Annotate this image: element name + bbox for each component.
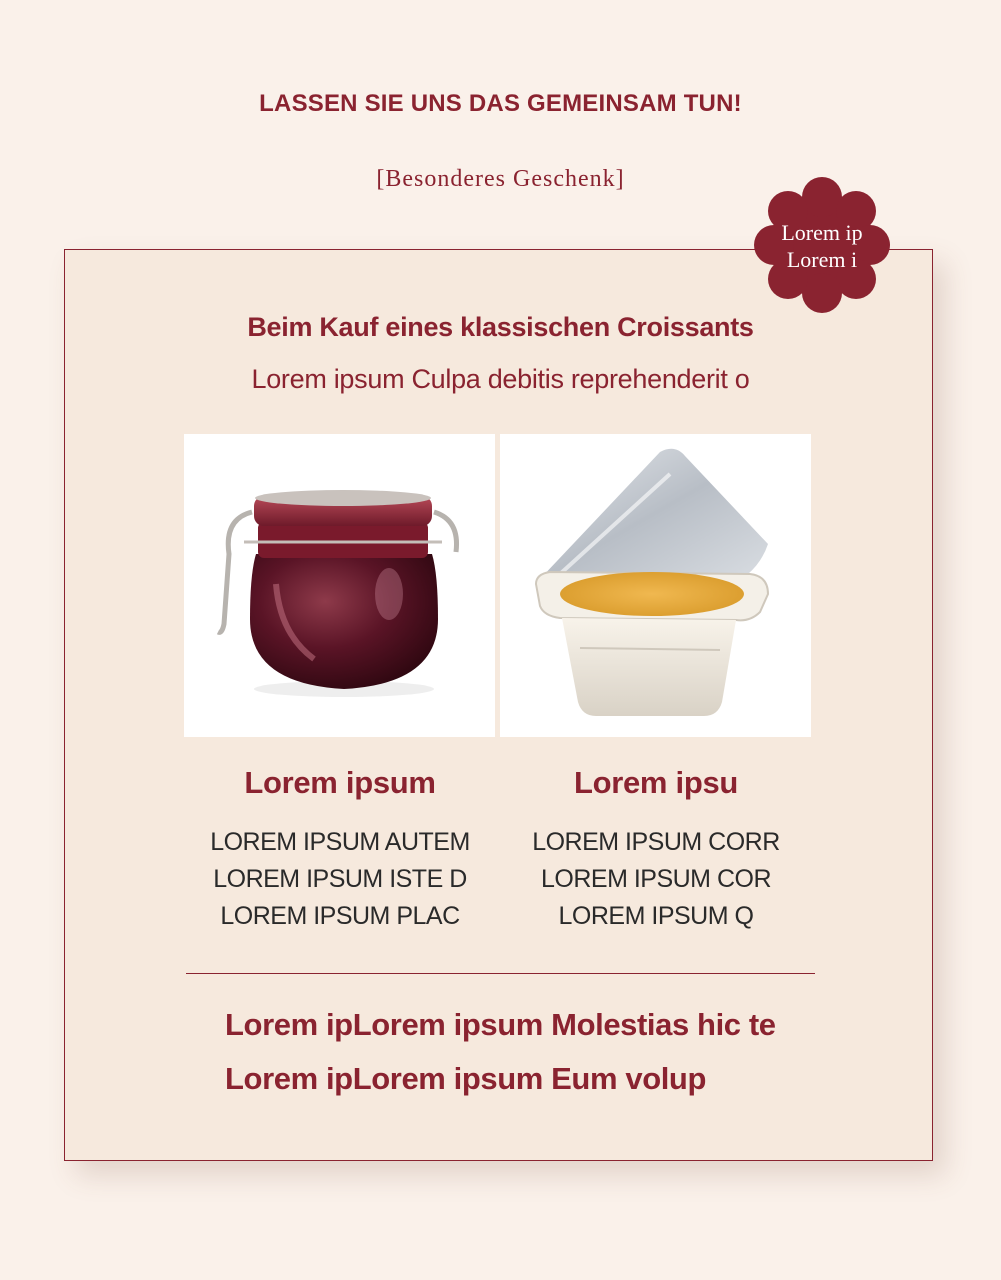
product-name-right: Lorem ipsu	[573, 765, 739, 800]
product-detail-line: LOREM IPSUM CORR	[532, 828, 780, 856]
product-detail-line: LOREM IPSUM Q	[558, 902, 754, 930]
jam-jar-icon	[184, 434, 495, 737]
product-name-left: Lorem ipsum	[244, 765, 436, 800]
product-detail-line: LOREM IPSUM COR	[540, 865, 772, 893]
product-detail-line: LOREM IPSUM AUTEM	[210, 828, 470, 856]
offer-title: Beim Kauf eines klassischen Croissants	[247, 312, 754, 342]
product-detail-line: LOREM IPSUM PLAC	[220, 902, 460, 930]
section-divider	[186, 973, 815, 974]
butter-cup-photo	[500, 434, 811, 737]
badge-line-1: Lorem ip	[781, 220, 863, 245]
product-details-right	[496, 824, 816, 935]
badge-line-2: Lorem i	[786, 247, 858, 272]
page-headline: LASSEN SIE UNS DAS GEMEINSAM TUN!	[259, 90, 742, 117]
footer-line-1: Lorem ipLorem ipsum Molestias hic te	[225, 1007, 776, 1042]
butter-cup-icon	[500, 434, 811, 737]
footer-line-2: Lorem ipLorem ipsum Eum volup	[225, 1061, 707, 1096]
jam-jar-photo	[184, 434, 495, 737]
offer-subtitle: Lorem ipsum Culpa debitis reprehenderit o	[251, 364, 750, 394]
flower-badge	[752, 175, 892, 315]
product-details-left	[180, 824, 500, 935]
page-subhead: [Besonderes Geschenk]	[376, 166, 625, 192]
product-detail-line: LOREM IPSUM ISTE D	[213, 865, 467, 893]
